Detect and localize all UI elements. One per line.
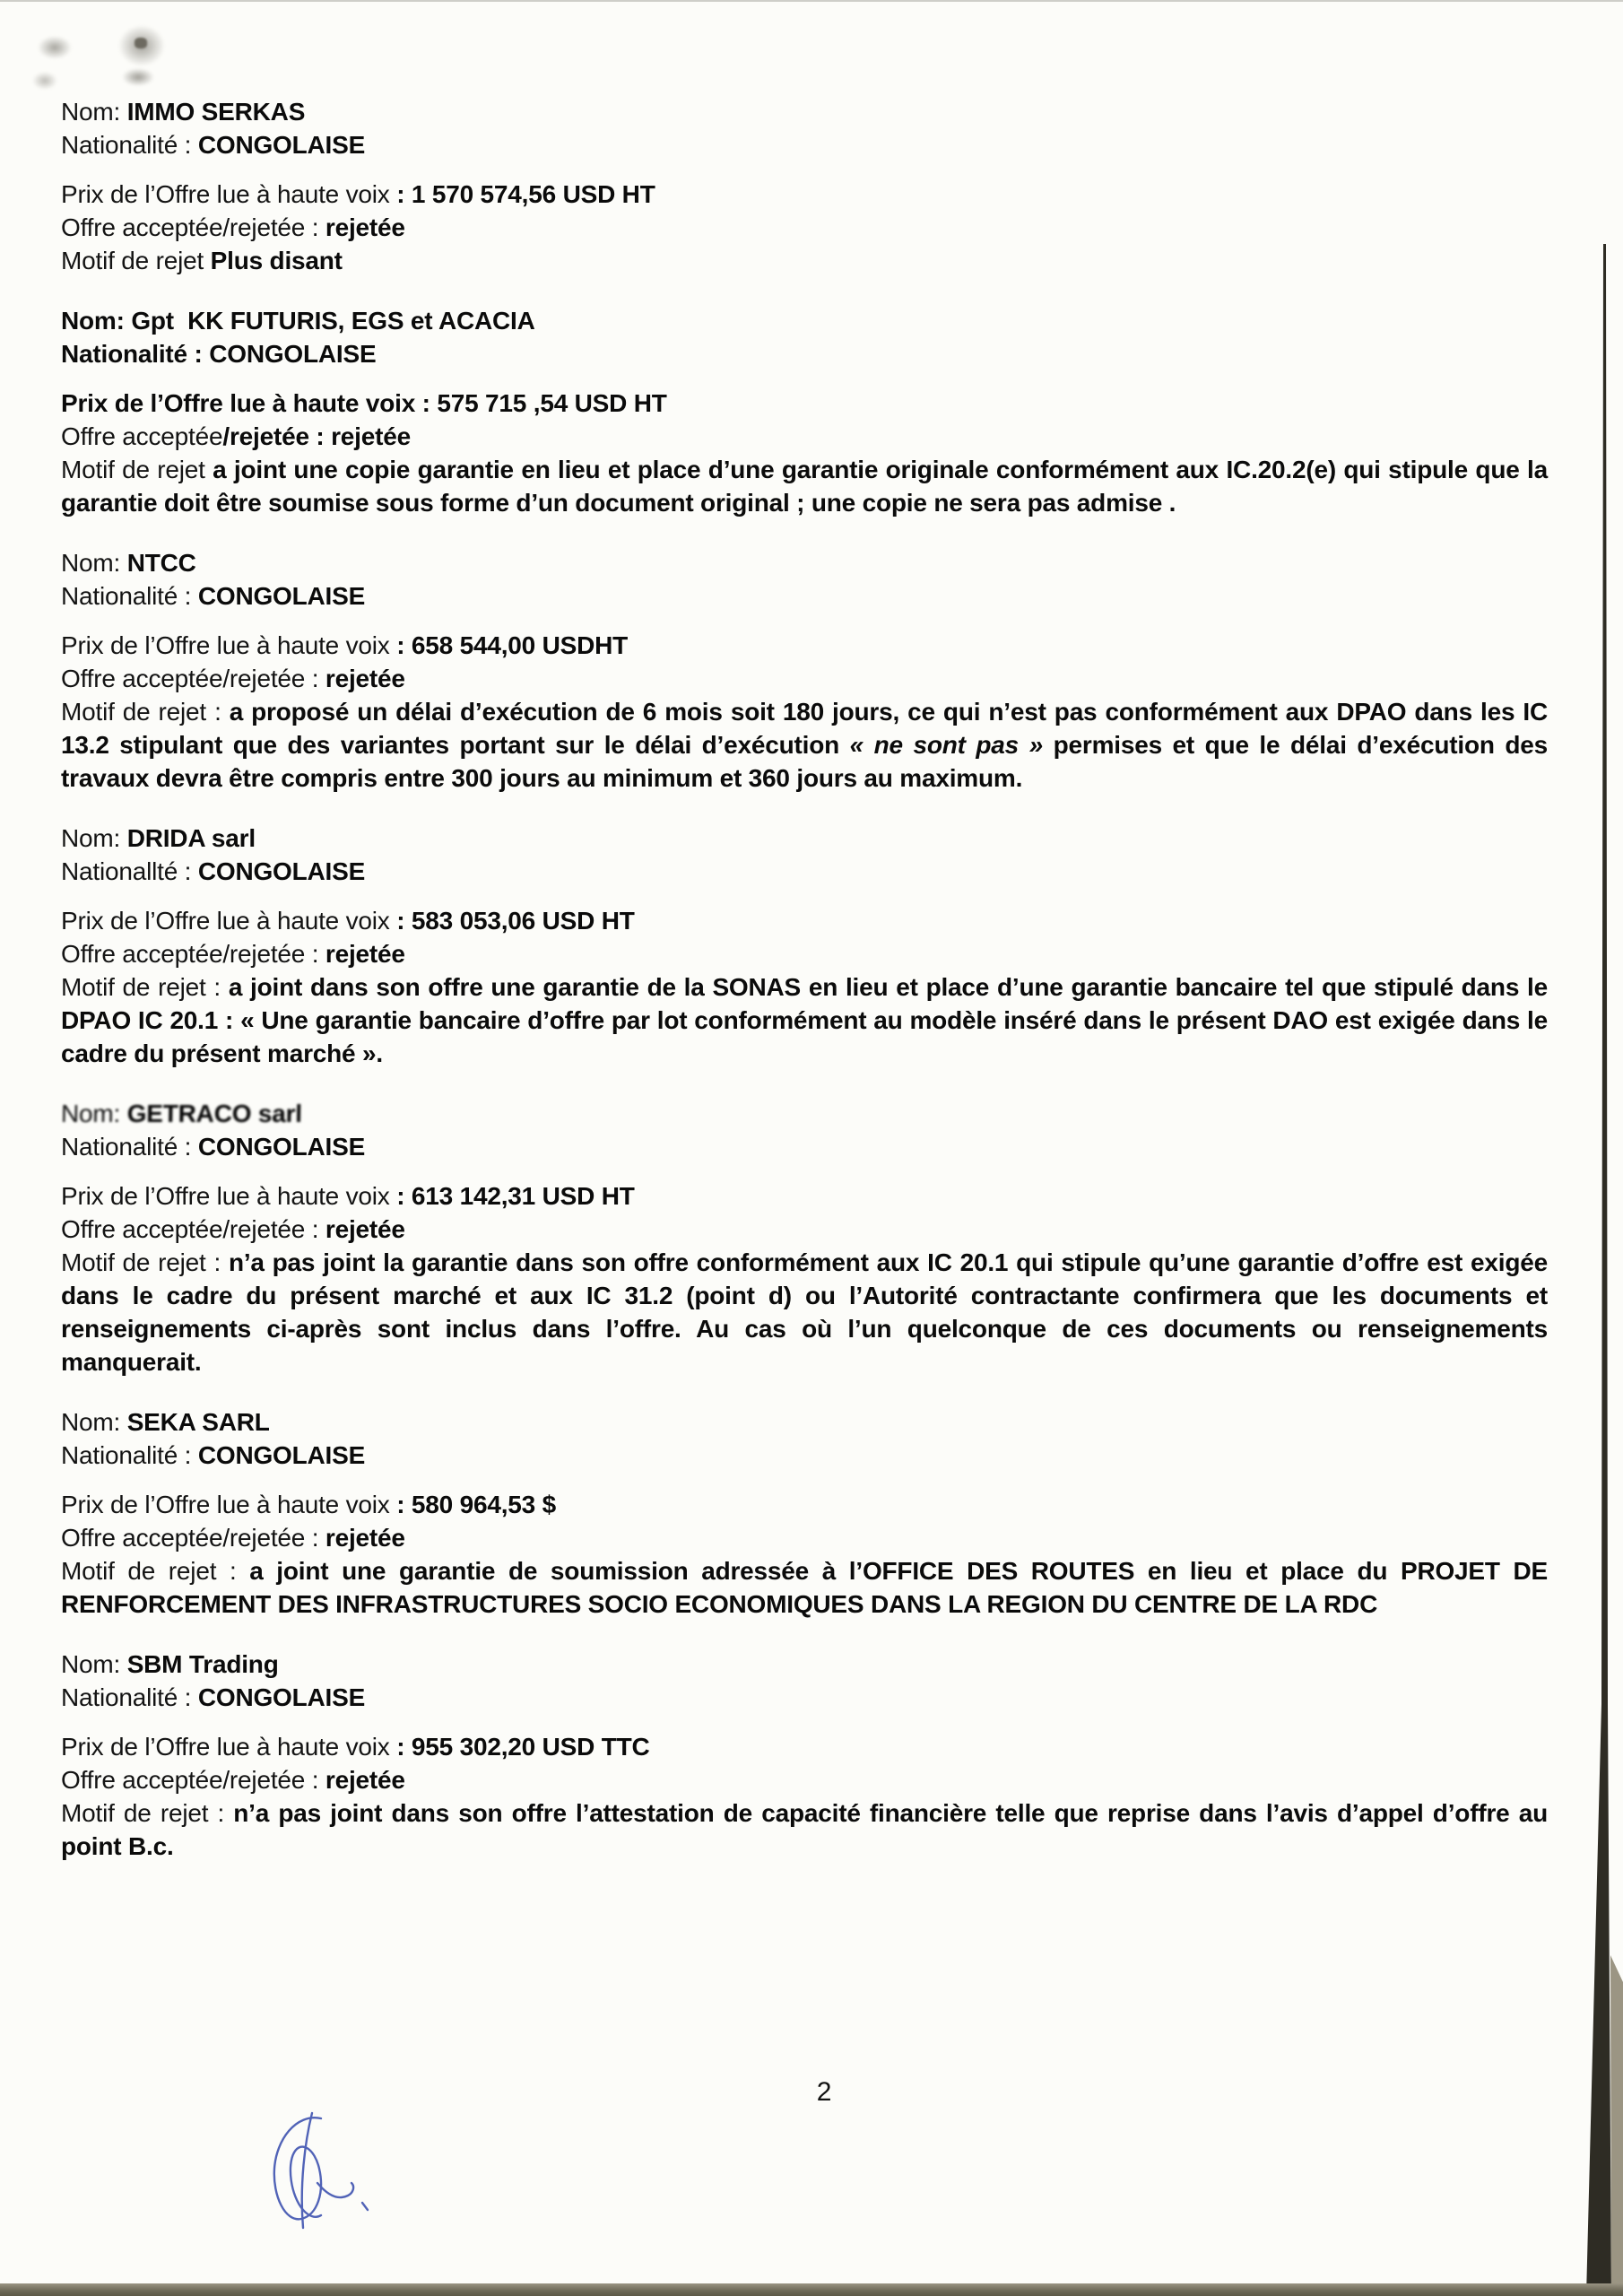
price-value: 575 715 ,54 USD HT [437,389,667,417]
price-line [61,629,1548,662]
nationality-value: CONGOLAISE [197,1683,366,1711]
motif-label: Motif de rejet : [61,1248,229,1276]
document-body [61,95,1548,1890]
price-label: Prix de l’Offre lue à haute voix [61,1491,397,1518]
bidder-record-kk-futuris [61,304,1548,519]
bidder-name-line [61,1405,1548,1439]
price-value: : 583 053,06 USD HT [396,907,635,935]
motif-italic-quote: « ne sont pas » [849,731,1043,759]
name-value: DRIDA sarl [126,824,256,852]
status-value: rejetée [325,1766,405,1794]
scan-smudge [32,72,57,90]
motif-label: Motif de rejet : [61,1557,250,1585]
name-label: Nom: [61,824,127,852]
name-value: SEKA SARL [126,1408,270,1436]
bidder-name-line [61,95,1548,128]
motif-label: Motif de rejet [61,456,213,483]
bidder-name-line [61,1097,1549,1130]
motif-text: a joint une copie garantie en lieu et place d’une garantie originale conformément aux IC.20.2(e) qui stipule que la garantie doit être soumise sous forme d’un document original ; une copie ne sera pas admise . [61,456,1548,517]
name-label: Nom: [61,1650,127,1678]
price-line [61,1488,1548,1521]
rejection-reason [61,1554,1548,1621]
name-value: SBM Trading [126,1650,279,1678]
bidder-record-ntcc [61,546,1548,795]
rejection-reason [61,695,1548,795]
name-label: Nom: [61,98,127,126]
status-label: Offre acceptée [61,422,223,450]
status-value: rejetée [325,213,405,241]
nationality-label: Nationalité : [61,582,198,610]
status-line [61,937,1548,970]
price-line [61,178,1548,211]
bidder-name-line [61,822,1548,855]
rejection-reason [61,244,1548,277]
price-line [61,387,1548,420]
nationality-label: Nationalité : [61,1441,198,1469]
status-line [61,662,1548,695]
signature-mark [262,2109,414,2253]
scan-smudge [38,36,72,59]
nationality-label: Nationalité : [61,1133,198,1161]
nationality-label: Nationalité : [61,131,198,159]
status-label: Offre acceptée/rejetée : [61,213,325,241]
price-label: Prix de l’Offre lue à haute voix [61,1733,397,1761]
rejection-reason [61,970,1548,1070]
nationality-value: CONGOLAISE [197,1133,366,1161]
price-label: Prix de l’Offre lue à haute voix [61,180,397,208]
status-line [61,420,1548,453]
motif-label: Motif de rejet : [61,1799,234,1827]
nationality-label: Nationalité : [61,340,210,368]
bidder-record-sbm-trading [61,1648,1548,1863]
scan-edge-top [0,0,1623,2]
motif-text-after: permises et que le délai d’exécution des travaux devra être compris entre 300 jours au minimum et 360 jours au maximum. [61,731,1548,792]
nationality-label: Nationallté : [61,857,198,885]
scan-smudge [135,38,147,48]
motif-label: Motif de rejet : [61,973,229,1001]
page-number: 2 [816,2077,832,2107]
price-line [61,1730,1548,1763]
name-value: IMMO SERKAS [126,98,306,126]
status-line [61,1213,1548,1246]
price-value: : 955 302,20 USD TTC [396,1733,650,1761]
nationality-line [61,1439,1548,1472]
name-label: Nom: [61,307,132,335]
price-value: : 1 570 574,56 USD HT [396,180,655,208]
status-value: rejetée [325,665,405,692]
nationality-line [61,1130,1548,1163]
price-value: : 658 544,00 USDHT [396,631,629,659]
motif-text: n’a pas joint la garantie dans son offre conformément aux IC 20.1 qui stipule qu’une garantie d’offre est exigée dans le cadre du présent marché et aux IC 31.2 (point d) ou l’Autorité contractante confirmera que les documents et renseignements ci-après sont inclus dans l’offre. Au cas où l’un quelconque de ces documents ou renseignements manquerait. [61,1248,1548,1376]
scan-smudge [122,68,154,86]
rejection-reason [61,1796,1548,1863]
name-label: Nom: [61,1408,127,1436]
price-label: Prix de l’Offre lue à haute voix [61,631,397,659]
motif-text: a proposé un délai d’exécution de 6 mois soit 180 jours, ce qui n’est pas conformément aux DPAO dans les IC 13.2 stipulant que des variantes portant sur le délai d’exécution [61,698,1548,759]
bidder-record-seka [61,1405,1548,1621]
motif-text: n’a pas joint dans son offre l’attestation de capacité financière telle que reprise dans l’avis d’appel d’offre au point B.c. [61,1799,1548,1860]
price-line [61,1179,1548,1213]
bidder-name-line [61,1648,1548,1681]
price-label: Prix de l’Offre lue à haute voix [61,907,397,935]
nationality-line [61,337,1548,370]
motif-label: Motif de rejet [61,247,211,274]
status-value: rejetée [325,1524,405,1552]
nationality-value: CONGOLAISE [197,857,366,885]
bidder-record-getraco [61,1097,1548,1378]
status-value: /rejetée : rejetée [222,422,411,450]
nationality-line [61,128,1548,161]
price-label: Prix de l’Offre lue à haute voix : [61,389,438,417]
nationality-line [61,1681,1548,1714]
price-line [61,904,1548,937]
status-label: Offre acceptée/rejetée : [61,940,325,968]
name-value: GETRACO sarl [126,1100,303,1127]
status-label: Offre acceptée/rejetée : [61,1766,325,1794]
motif-label: Motif de rejet : [61,698,230,726]
status-label: Offre acceptée/rejetée : [61,1524,325,1552]
status-line [61,1763,1548,1796]
bidder-record-immo-serkas [61,95,1548,277]
nationality-label: Nationalité : [61,1683,198,1711]
name-value: NTCC [126,549,196,577]
nationality-value: CONGOLAISE [209,340,377,368]
status-label: Offre acceptée/rejetée : [61,665,325,692]
nationality-value: CONGOLAISE [197,131,366,159]
bidder-name-line [61,304,1548,337]
nationality-value: CONGOLAISE [197,1441,366,1469]
nationality-line [61,855,1548,888]
bidder-record-drida [61,822,1548,1070]
motif-text: a joint dans son offre une garantie de la SONAS en lieu et place d’une garantie bancaire tel que stipulé dans le DPAO IC 20.1 : « Une garantie bancaire d’offre par lot conformément au modèle inséré dans le présent DAO est exigée dans le cadre du présent marché ». [61,973,1548,1067]
rejection-reason [61,1246,1548,1378]
price-value: : 580 964,53 $ [396,1491,556,1518]
nationality-line [61,579,1548,613]
status-line [61,1521,1548,1554]
name-value: Gpt KK FUTURIS, EGS et ACACIA [131,307,535,335]
price-label: Prix de l’Offre lue à haute voix [61,1182,397,1210]
status-label: Offre acceptée/rejetée : [61,1215,325,1243]
rejection-reason [61,453,1548,519]
bidder-name-line [61,546,1548,579]
scan-edge-bottom [0,2283,1623,2296]
name-label: Nom: [61,549,127,577]
status-line [61,211,1548,244]
name-label: Nom: [60,1100,127,1127]
nationality-value: CONGOLAISE [197,582,366,610]
status-value: rejetée [325,1215,405,1243]
motif-text: Plus disant [210,247,343,274]
motif-text: a joint une garantie de soumission adressée à l’OFFICE DES ROUTES en lieu et place du PROJET DE RENFORCEMENT DES INFRASTRUCTURES SOCIO ECONOMIQUES DANS LA REGION DU CENTRE DE LA RDC [61,1557,1548,1618]
price-value: : 613 142,31 USD HT [396,1182,635,1210]
status-value: rejetée [325,940,405,968]
